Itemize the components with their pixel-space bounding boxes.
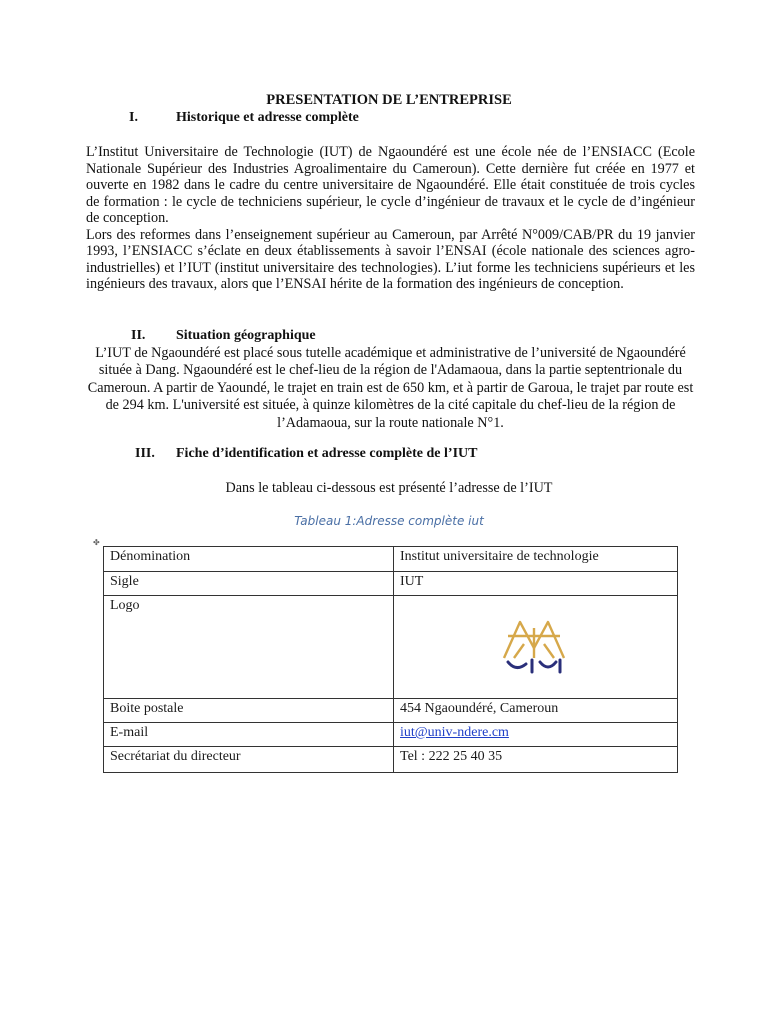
- table-caption: Tableau 1:Adresse complète iut: [294, 514, 484, 528]
- table-row: [104, 572, 678, 596]
- iut-logo-icon: [494, 614, 574, 676]
- section-title: Situation géographique: [176, 328, 316, 343]
- table-row: [104, 699, 678, 723]
- section-title: Fiche d’identification et adresse complète de l’IUT: [176, 446, 478, 461]
- table-row: [104, 723, 678, 747]
- table-row: [104, 547, 678, 572]
- row-label: Dénomination: [104, 547, 394, 572]
- section-number: III.: [135, 446, 155, 461]
- situation-paragraph: L’IUT de Ngaoundéré est placé sous tutelle académique et administrative de l’université de Ngaoundéré située à Dang. Ngaoundéré est le chef-lieu de la région de l'Adamaoua, dans la partie septentrionale du Cameroun. A partir de Yaoundé, le trajet en train est de 650 km, et à partir de Garoua, le trajet par route est de 294 km. L'université est située, à quinze kilomètres de la cité capitale du chef-lieu de la région de l’Adamaoua, sur la route nationale N°1.: [87, 345, 694, 431]
- historique-text: [86, 144, 695, 293]
- section-number: II.: [131, 328, 146, 343]
- historique-paragraph-2: Lors des reformes dans l’enseignement supérieur au Cameroun, par Arrêté N°009/CAB/PR du 19 janvier 1993, l’ENSIACC s’éclate en deux établissements à savoir l’ENSAI (école nationale des sciences agro-industrielles) et l’IUT (institut universitaire des technologies). L’iut forme les techniciens supérieurs et les ingénieurs des travaux, alors que l’ENSAI hérite de la formation des ingénieurs de conception.: [86, 226, 695, 292]
- identification-table: [103, 546, 678, 773]
- row-value: Tel : 222 25 40 35: [394, 747, 678, 773]
- section-title: Historique et adresse complète: [176, 110, 359, 125]
- row-label: Sigle: [104, 572, 394, 596]
- table-row: [104, 747, 678, 773]
- page-title: PRESENTATION DE L’ENTREPRISE: [266, 92, 512, 108]
- logo-cell: [394, 596, 678, 699]
- row-label: Logo: [104, 596, 394, 699]
- row-label: E-mail: [104, 723, 394, 747]
- email-link[interactable]: iut@univ-ndere.cm: [400, 725, 509, 740]
- row-label: Secrétariat du directeur: [104, 747, 394, 773]
- table-anchor-icon: ✤: [93, 538, 100, 547]
- table-row: [104, 596, 678, 699]
- section-number: I.: [129, 110, 138, 125]
- historique-paragraph-1: L’Institut Universitaire de Technologie (IUT) de Ngaoundéré est une école née de l’ENSIACC (Ecole Nationale Supérieur des Industries Agroalimentaire du Cameroun). Cette dernière fut créée en 1977 et ouverte en 1982 dans le cadre du centre universitaire de Ngaoundéré. Elle était constituée de trois cycles de formation : le cycle de techniciens supérieur, le cycle d’ingénieur de travaux et le cycle de d’ingénieur de conception.: [86, 144, 695, 226]
- row-value: [394, 723, 678, 747]
- logo-wrap: [400, 598, 671, 688]
- row-value: IUT: [394, 572, 678, 596]
- table-intro: Dans le tableau ci-dessous est présenté l’adresse de l’IUT: [225, 480, 553, 496]
- row-label: Boite postale: [104, 699, 394, 723]
- row-value: 454 Ngaoundéré, Cameroun: [394, 699, 678, 723]
- row-value: Institut universitaire de technologie: [394, 547, 678, 572]
